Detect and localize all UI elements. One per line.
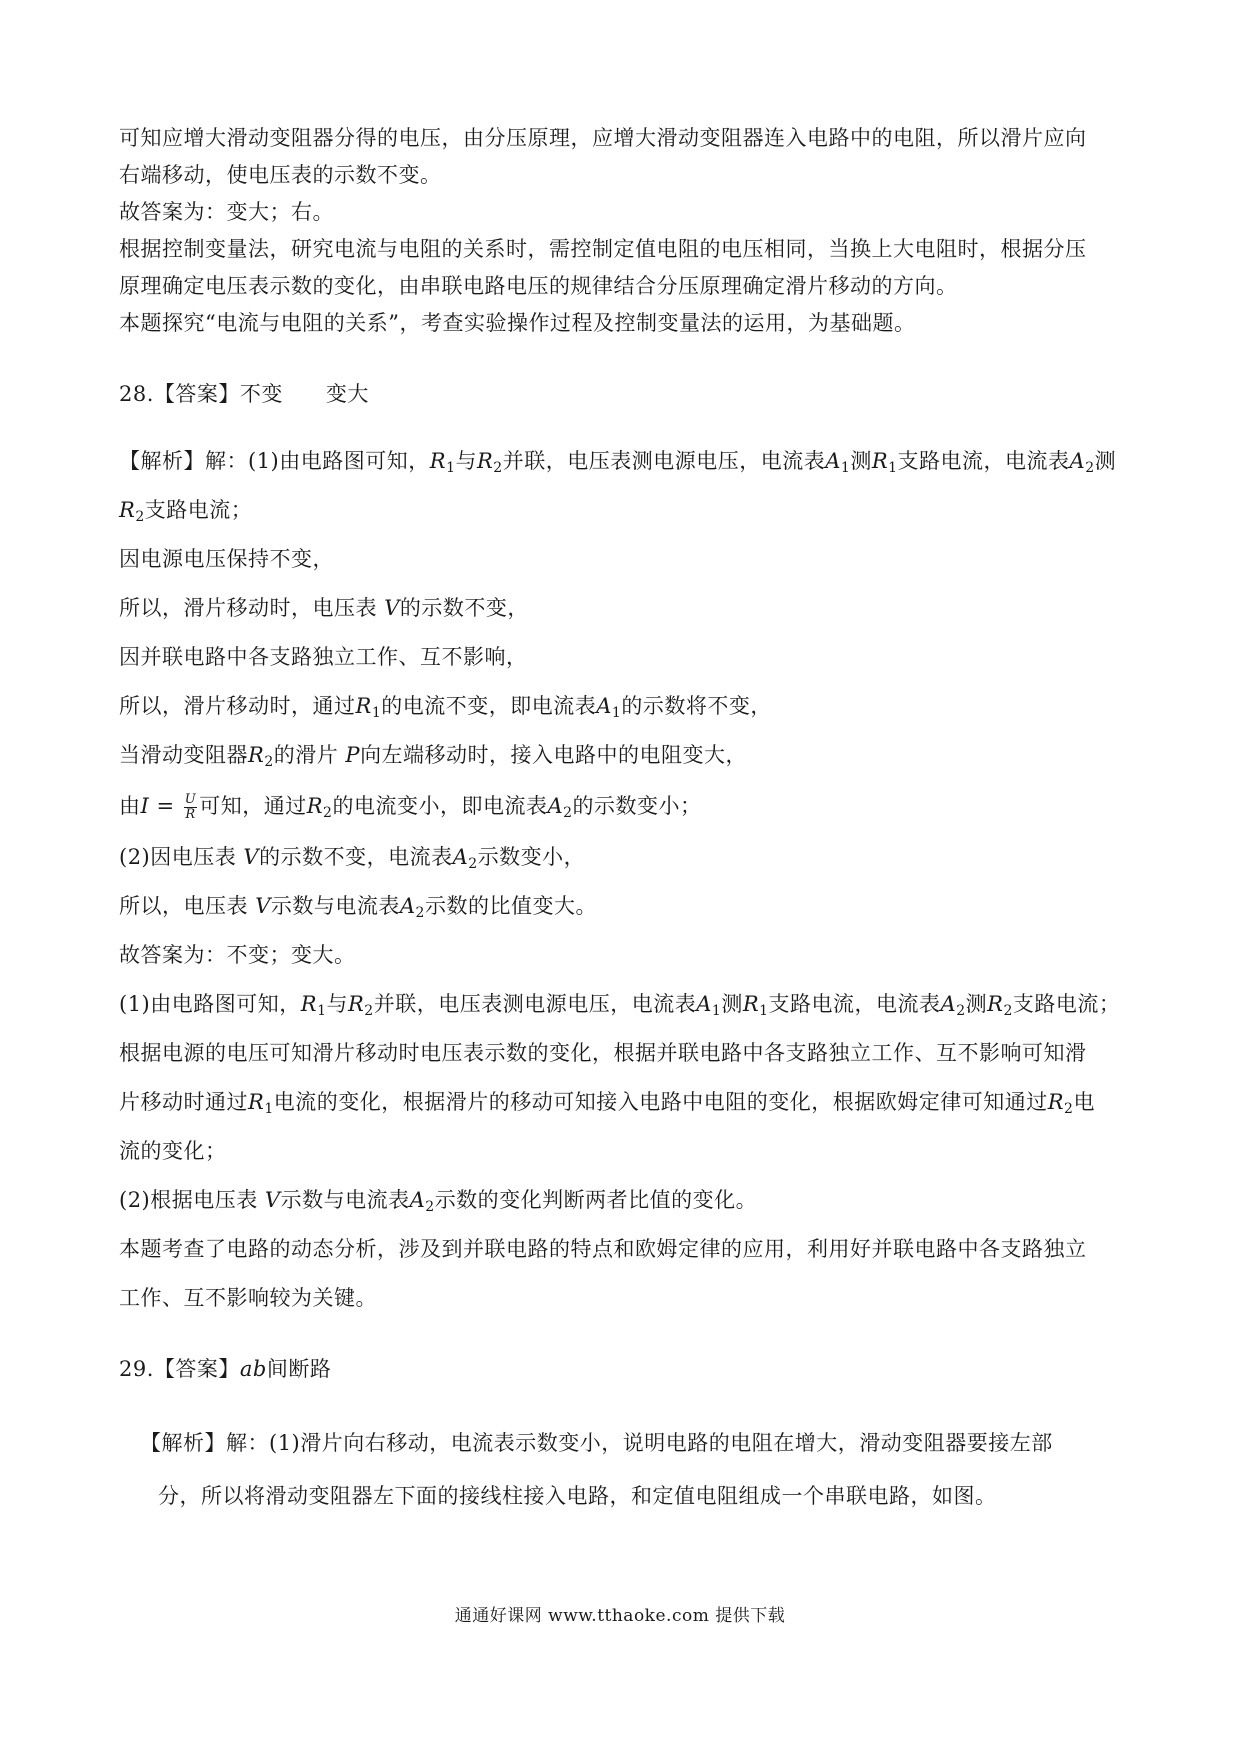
analysis-28-line [119, 496, 252, 524]
text: 支路电流； [144, 498, 253, 522]
analysis-28-line [119, 1088, 1095, 1116]
symbol: R [476, 449, 494, 473]
subscript: 1 [264, 1101, 274, 1117]
subscript: 1 [446, 460, 456, 476]
analysis-28-line [119, 741, 747, 769]
text-line: 本题探究“电流与电阻的关系”，考查实验操作过程及控制变量法的运用，为基础题。 [119, 311, 916, 335]
symbol: A [547, 794, 564, 818]
text-line: 右端移动，使电压表的示数不变。 [119, 163, 442, 187]
symbol: R [300, 992, 318, 1016]
text-line: 原理确定电压表示数的变化，由串联电路电压的规律结合分压原理确定滑片移动的方向。 [119, 274, 958, 298]
text: 29.【答案】 [119, 1357, 240, 1381]
text: 电流的变化，根据滑片的移动可知接入电路中电阻的变化，根据欧姆定律可知通过 [273, 1090, 1048, 1114]
symbol: A [399, 894, 416, 918]
text-line: 本题考查了电路的动态分析，涉及到并联电路的特点和欧姆定律的应用，利用好并联电路中各支路独立 [119, 1237, 1087, 1261]
text: (1)由电路图可知， [119, 992, 301, 1016]
subscript: 2 [468, 856, 478, 872]
text: 可知，通过 [199, 794, 307, 818]
subscript: 1 [840, 460, 851, 476]
text: 【解析】解：(1)由电路图可知， [119, 449, 430, 473]
text: 支路电流，电流表 [768, 992, 941, 1016]
denominator: R [185, 807, 196, 822]
subscript: 2 [364, 1003, 374, 1019]
subscript: 2 [493, 460, 503, 476]
text: 示数与电流表 [270, 894, 400, 918]
symbol: A [452, 845, 469, 869]
text-line: 根据电源的电压可知滑片移动时电压表示数的变化，根据并联电路中各支路独立工作、互不影响可知滑 [119, 1041, 1087, 1065]
text-line: 根据控制变量法，研究电流与电阻的关系时，需控制定值电阻的电压相同，当换上大电阻时，根据分压 [119, 237, 1087, 261]
symbol: R [742, 992, 760, 1016]
text-line: 可知应增大滑动变阻器分得的电压，由分压原理，应增大滑动变阻器连入电路中的电阻，所以滑片应向 [119, 126, 1087, 150]
symbol: ab [239, 1357, 267, 1381]
symbol: I [140, 794, 150, 818]
symbol: V [255, 894, 271, 918]
symbol: R [248, 1090, 265, 1114]
text: 与 [455, 449, 477, 473]
text-line: 【解析】解：(1)滑片向右移动，电流表示数变小，说明电路的电阻在增大，滑动变阻器要接左部 [140, 1431, 1053, 1455]
subscript: 1 [611, 705, 622, 721]
text: 示数与电流表 [280, 1188, 410, 1212]
answer-29 [119, 1355, 331, 1383]
text: 支路电流； [1012, 992, 1121, 1016]
subscript: 2 [563, 805, 573, 821]
numerator: U [184, 792, 197, 807]
subscript: 2 [135, 509, 145, 525]
text: 示数的变化判断两者比值的变化。 [434, 1188, 758, 1212]
text: 向左端移动时，接入电路中的电阻变大， [360, 743, 748, 767]
text-line: 因电源电压保持不变， [119, 547, 334, 571]
symbol: R [248, 743, 265, 767]
page-footer: 通通好课网 www.tthaoke.com 提供下载 [454, 1606, 786, 1626]
text: 与 [326, 992, 348, 1016]
analysis-28-line [119, 792, 702, 822]
answer-28: 28.【答案】不变 变大 [119, 382, 369, 406]
text-line: 故答案为：变大；右。 [119, 200, 334, 224]
symbol: A [409, 1188, 426, 1212]
text: 的示数不变，电流表 [259, 845, 453, 869]
symbol: V [264, 1188, 281, 1212]
symbol: R [987, 992, 1004, 1016]
analysis-28-line [119, 990, 1120, 1018]
symbol: A [696, 992, 712, 1016]
symbol: R [429, 449, 447, 473]
symbol: R [347, 992, 365, 1016]
text: = [149, 794, 182, 818]
analysis-28-line [119, 594, 529, 622]
text: 所以，滑片移动时，通过 [119, 694, 356, 718]
symbol: R [355, 694, 372, 718]
symbol: A [825, 449, 841, 473]
text: 示数的比值变大。 [424, 894, 597, 918]
text: 测 [850, 449, 872, 473]
text: 示数变小， [477, 845, 586, 869]
text: 间断路 [266, 1357, 332, 1381]
subscript: 2 [1003, 1003, 1013, 1019]
symbol: R [306, 794, 324, 818]
subscript: 2 [425, 1199, 435, 1215]
text: 测 [965, 992, 988, 1016]
subscript: 2 [1064, 1101, 1074, 1117]
text: 支路电流，电流表 [897, 449, 1070, 473]
text: (2)根据电压表 [119, 1188, 265, 1212]
symbol: V [384, 596, 400, 620]
text: 所以，电压表 [119, 894, 256, 918]
text: 的示数变小； [572, 794, 702, 818]
text-line: 因并联电路中各支路独立工作、互不影响， [119, 645, 528, 669]
text: 并联，电压表测电源电压，电流表 [373, 992, 697, 1016]
text: 测 [721, 992, 743, 1016]
text: 片移动时通过 [119, 1090, 248, 1114]
analysis-28-line [119, 1186, 757, 1214]
text: 所以，滑片移动时，电压表 [119, 596, 385, 620]
text: 由 [119, 794, 141, 818]
subscript: 2 [264, 754, 274, 770]
text: 的滑片 [273, 743, 346, 767]
subscript: 2 [1085, 460, 1095, 476]
analysis-28-line [119, 892, 597, 920]
text-line: 流的变化； [119, 1139, 227, 1163]
text: 的示数将不变， [621, 694, 772, 718]
text-line: 故答案为：不变；变大。 [119, 943, 356, 967]
analysis-28-line [119, 843, 585, 871]
text: (2)因电压表 [119, 845, 244, 869]
symbol: R [871, 449, 889, 473]
symbol: R [119, 498, 136, 522]
symbol: A [1069, 449, 1086, 473]
analysis-28-line [119, 447, 1116, 475]
subscript: 1 [759, 1003, 769, 1019]
text: 并联，电压表测电源电压，电流表 [502, 449, 826, 473]
fraction [184, 793, 197, 822]
subscript: 1 [711, 1003, 722, 1019]
text: 当滑动变阻器 [119, 743, 248, 767]
symbol: P [345, 743, 361, 767]
text: 测 [1094, 449, 1117, 473]
symbol: V [243, 845, 260, 869]
symbol: A [596, 694, 612, 718]
analysis-28-line [119, 692, 772, 720]
symbol: A [940, 992, 957, 1016]
text: 的示数不变， [399, 596, 529, 620]
subscript: 2 [415, 905, 425, 921]
subscript: 1 [317, 1003, 327, 1019]
symbol: R [1047, 1090, 1065, 1114]
text: 的电流不变，即电流表 [381, 694, 597, 718]
text-line: 工作、互不影响较为关键。 [119, 1286, 377, 1310]
subscript: 2 [323, 805, 333, 821]
text: 电 [1073, 1090, 1095, 1114]
subscript: 1 [888, 460, 898, 476]
text: 的电流变小，即电流表 [332, 794, 548, 818]
text-line: 分，所以将滑动变阻器左下面的接线柱接入电路，和定值电阻组成一个串联电路，如图。 [158, 1484, 997, 1508]
subscript: 2 [956, 1003, 966, 1019]
subscript: 1 [371, 705, 382, 721]
